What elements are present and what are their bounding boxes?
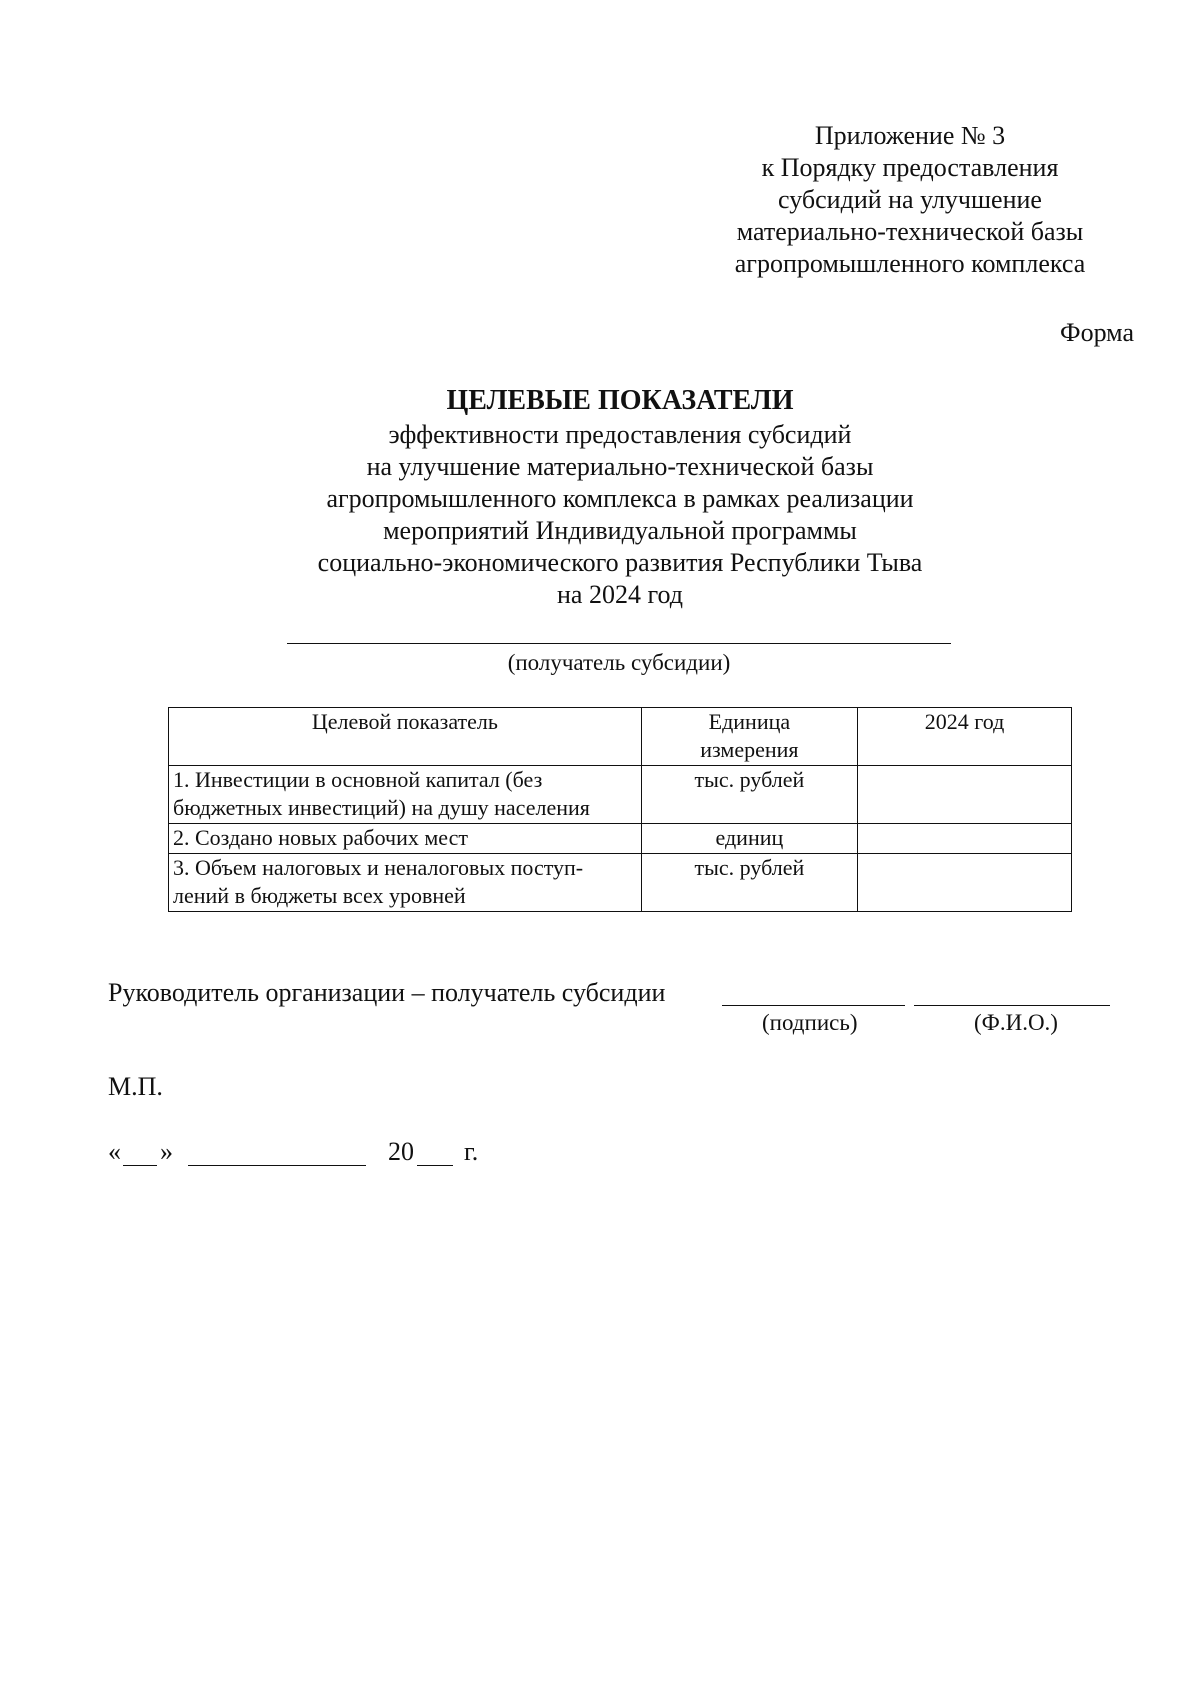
header-unit-line: измерения xyxy=(700,737,799,762)
date-close-quote: » xyxy=(160,1137,173,1166)
indicator-name-line: 3. Объем налоговых и неналоговых поступ- xyxy=(173,855,584,880)
page-title: ЦЕЛЕВЫЕ ПОКАЗАТЕЛИ xyxy=(446,385,794,416)
indicator-unit: единиц xyxy=(641,824,857,854)
stamp-placeholder: М.П. xyxy=(108,1072,163,1101)
title-line: на улучшение материально-технической базы xyxy=(366,452,874,481)
appendix-line: к Порядку предоставления xyxy=(761,153,1059,182)
table-row xyxy=(169,824,1072,854)
appendix-line: агропромышленного комплекса xyxy=(734,249,1086,278)
signature-caption: (подпись) xyxy=(762,1010,858,1035)
indicator-name-line: бюджетных инвестиций) на душу населения xyxy=(173,795,590,820)
indicators-table xyxy=(168,707,1072,912)
indicator-name-line: 2. Создано новых рабочих мест xyxy=(173,825,468,850)
indicator-name-line: 1. Инвестиции в основной капитал (без xyxy=(173,767,543,792)
title-line: эффективности предоставления субсидий xyxy=(388,420,852,449)
indicator-name xyxy=(169,824,642,854)
title-line: социально-экономического развития Республики Тыва xyxy=(317,548,923,577)
appendix-line: Приложение № 3 xyxy=(814,121,1006,150)
indicator-name-line: лений в бюджеты всех уровней xyxy=(173,883,466,908)
indicator-value-cell[interactable] xyxy=(858,766,1072,824)
table-row xyxy=(169,854,1072,912)
header-year: 2024 год xyxy=(858,708,1072,766)
date-field xyxy=(108,1137,528,1169)
indicator-unit: тыс. рублей xyxy=(641,766,857,824)
month-field-line[interactable] xyxy=(188,1165,366,1166)
head-signature-label: Руководитель организации – получатель субсидии xyxy=(108,978,666,1007)
indicator-name xyxy=(169,766,642,824)
indicator-name xyxy=(169,854,642,912)
table-row xyxy=(169,766,1072,824)
form-label: Форма xyxy=(1060,318,1134,347)
date-open-quote: « xyxy=(108,1137,121,1166)
recipient-caption: (получатель субсидии) xyxy=(507,650,731,675)
document-title xyxy=(200,385,1040,611)
year-field-line[interactable] xyxy=(417,1165,453,1166)
indicator-value-cell[interactable] xyxy=(858,854,1072,912)
signature-field-line[interactable] xyxy=(722,1005,905,1006)
appendix-header xyxy=(700,120,1120,280)
table-header-row xyxy=(169,708,1072,766)
header-indicator: Целевой показатель xyxy=(169,708,642,766)
year-prefix: 20 xyxy=(388,1137,414,1166)
title-line: на 2024 год xyxy=(557,580,683,609)
header-unit xyxy=(641,708,857,766)
indicator-unit: тыс. рублей xyxy=(641,854,857,912)
indicator-value-cell[interactable] xyxy=(858,824,1072,854)
day-field-line[interactable] xyxy=(123,1165,157,1166)
header-unit-line: Единица xyxy=(708,709,791,734)
full-name-caption: (Ф.И.О.) xyxy=(974,1010,1058,1035)
appendix-line: материально-технической базы xyxy=(736,217,1084,246)
title-line: агропромышленного комплекса в рамках реализации xyxy=(326,484,914,513)
full-name-field-line[interactable] xyxy=(914,1005,1110,1006)
year-suffix: г. xyxy=(464,1137,479,1166)
title-line: мероприятий Индивидуальной программы xyxy=(383,516,857,545)
recipient-field-line[interactable] xyxy=(287,643,951,644)
appendix-line: субсидий на улучшение xyxy=(778,185,1042,214)
